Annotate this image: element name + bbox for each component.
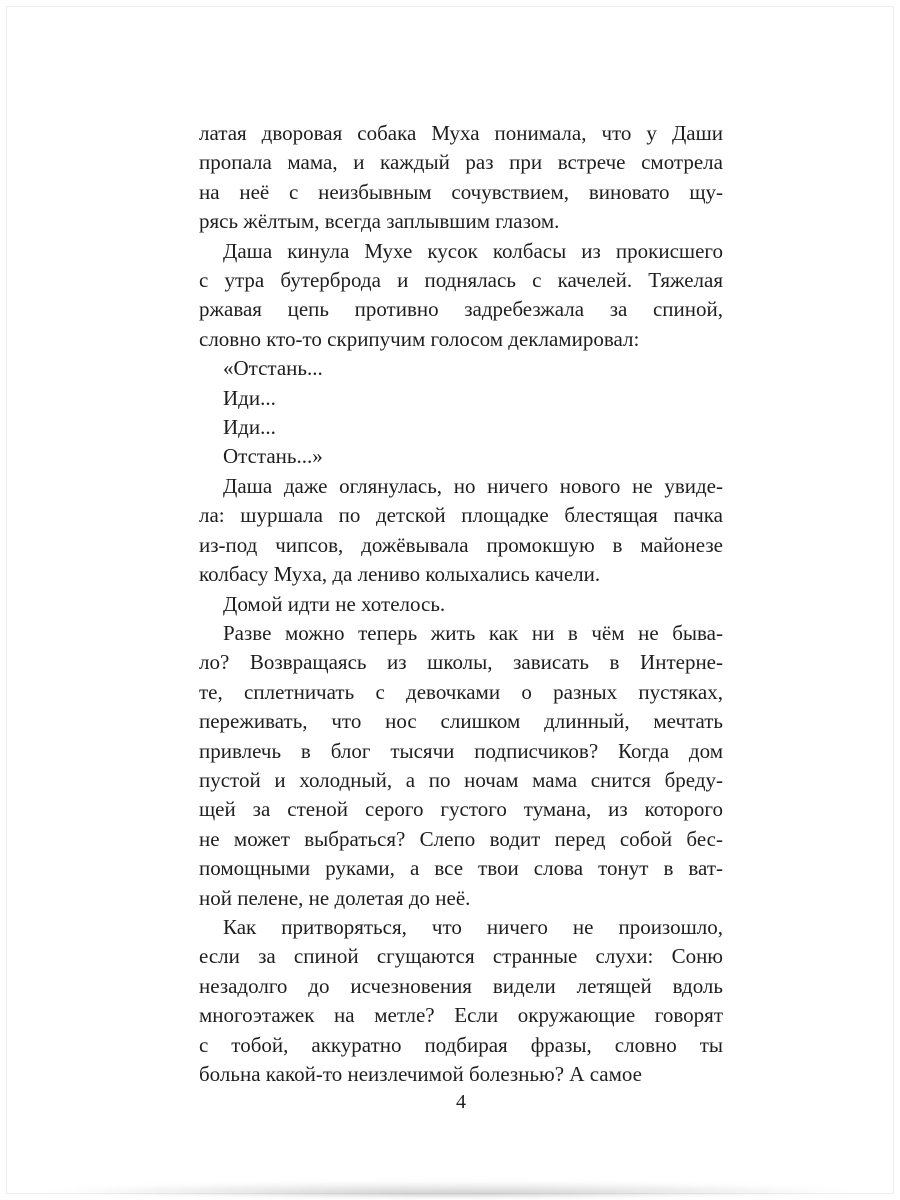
paragraph — [199, 384, 723, 413]
text-line: «Отстань... — [223, 356, 323, 381]
paragraph — [199, 619, 723, 913]
text-line: колбасу Муха, да лениво колыхались качели. — [199, 562, 601, 587]
paragraph — [199, 590, 723, 619]
text-line: пустой и холодный, а по ночам мама снится бреду- — [199, 767, 723, 792]
text-line: Отстань...» — [223, 444, 323, 469]
text-line: незадолго до исчезновения видели летящей вдоль — [199, 973, 723, 998]
text-line: с тобой, аккуратно подбирая фразы, словно ты — [199, 1032, 723, 1057]
text-line: Разве можно теперь жить как ни в чём не быва- — [223, 620, 723, 645]
text-line: на неё с неизбывным сочувствием, виновато щу- — [199, 179, 723, 204]
paragraph — [199, 119, 723, 237]
paragraph — [199, 413, 723, 442]
paragraph — [199, 472, 723, 590]
text-line: пропала мама, и каждый раз при встрече смотрела — [199, 150, 723, 175]
text-line: многоэтажек на метле? Если окружающие говорят — [199, 1003, 723, 1028]
text-line: те, сплетничать с девочками о разных пустяках, — [199, 679, 723, 704]
text-line: если за спиной сгущаются странные слухи: Соню — [199, 944, 723, 969]
text-line: с утра бутерброда и поднялась с качелей. Тяжелая — [199, 268, 723, 293]
text-line: ной пелене, не долетая до неё. — [199, 885, 471, 910]
text-line: из-под чипсов, дожёвывала промокшую в майонезе — [199, 532, 723, 557]
text-line: больна какой-то неизлечимой болезнью? А самое — [199, 1062, 642, 1086]
paragraph — [199, 913, 723, 1089]
text-line: словно кто-то скрипучим голосом декламировал: — [199, 326, 640, 351]
text-line: щей за стеной серого густого тумана, из которого — [199, 797, 723, 822]
text-line: помощными руками, а все твои слова тонут в ват- — [199, 856, 723, 881]
page-number: 4 — [456, 1091, 466, 1113]
text-line: латая дворовая собака Муха понимала, что у Даши — [199, 121, 723, 145]
text-line: ла: шуршала по детской площадке блестящая пачка — [199, 503, 723, 528]
text-line: рясь жёлтым, всегда заплывшим глазом. — [199, 209, 560, 234]
paragraph — [199, 442, 723, 471]
text-line: Домой идти не хотелось. — [223, 591, 446, 616]
paragraph — [199, 354, 723, 383]
text-line: Как притворяться, что ничего не произошло, — [223, 914, 723, 939]
text-line: ло? Возвращаясь из школы, зависать в Интерне- — [199, 650, 723, 675]
text-line: Иди... — [223, 415, 276, 440]
text-line: Даша кинула Мухе кусок колбасы из прокисшего — [223, 238, 723, 263]
text-line: привлечь в блог тысячи подписчиков? Когда дом — [199, 738, 723, 763]
page-bottom-shadow — [30, 1182, 870, 1196]
text-line: переживать, что нос слишком длинный, мечтать — [199, 709, 723, 734]
text-line: не может выбраться? Слепо водит перед собой бес- — [199, 826, 723, 851]
text-line: Даша даже оглянулась, но ничего нового не увиде- — [223, 473, 723, 498]
text-line: Иди... — [223, 385, 276, 410]
paragraph — [199, 237, 723, 355]
text-block — [199, 119, 723, 1089]
text-line: ржавая цепь противно задребезжала за спиной, — [199, 297, 723, 322]
